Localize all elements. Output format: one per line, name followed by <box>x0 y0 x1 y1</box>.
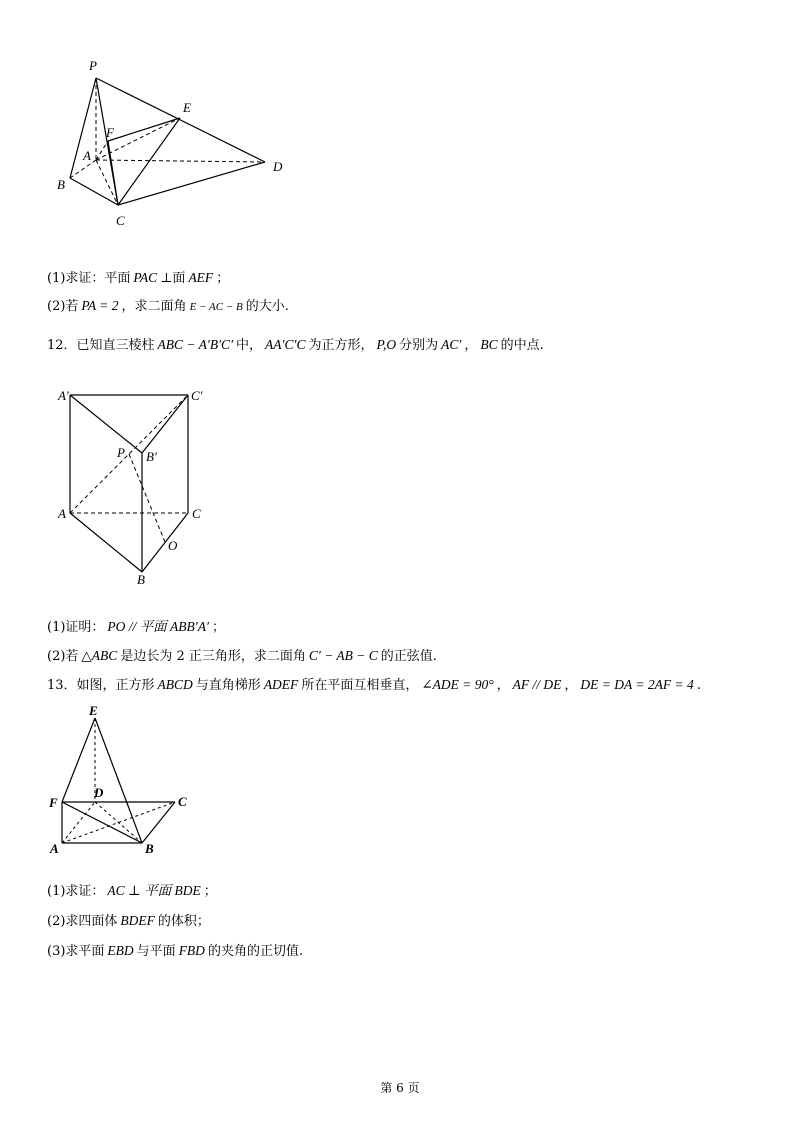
math: ∠ADE = 90° <box>421 677 494 692</box>
q12-part2 <box>47 647 437 666</box>
label-C: C <box>192 506 201 521</box>
text: ，求二面角 <box>121 299 187 314</box>
text: ， <box>564 678 578 693</box>
text: 分别为 <box>399 338 439 353</box>
text: (2)若 <box>47 649 79 664</box>
text: 的夹角的正切值. <box>207 944 304 959</box>
text: 13．如图，正方形 <box>47 678 155 693</box>
math: P,O <box>376 337 397 352</box>
label-A: A <box>83 148 91 163</box>
math: BDEF <box>120 913 155 928</box>
text: (1)求证： <box>47 884 105 899</box>
label-P: P <box>117 445 125 460</box>
text: . <box>696 678 701 693</box>
q11-part1 <box>47 269 229 288</box>
math: PO // 平面 ABB′A′ <box>107 619 209 634</box>
math: BC <box>480 337 498 352</box>
q11-part2 <box>47 297 289 316</box>
label-A-prime: A′ <box>58 388 69 403</box>
text: ， <box>464 338 478 353</box>
math: EBD <box>107 943 134 958</box>
label-A: A <box>50 841 59 856</box>
text: 与直角梯形 <box>195 678 261 693</box>
text: ； <box>216 271 230 286</box>
text: ； <box>211 620 225 635</box>
text: 中， <box>236 338 263 353</box>
text: (1)证明： <box>47 620 105 635</box>
q13-part2 <box>47 912 210 931</box>
text: 是边长为 2 正三角形，求二面角 <box>120 649 306 664</box>
label-C: C <box>116 213 125 228</box>
text: 与平面 <box>136 944 176 959</box>
label-A: A <box>58 506 66 521</box>
label-C-prime: C′ <box>191 388 203 403</box>
math: ADEF <box>263 677 299 692</box>
q13-stem <box>47 676 701 695</box>
text: 的正弦值. <box>380 649 437 664</box>
math: E − AC − B <box>189 301 243 313</box>
math: AC′ <box>441 337 462 352</box>
text: 的大小. <box>245 299 289 314</box>
page-number: 第 6 页 <box>380 1081 420 1095</box>
math: PAC <box>133 270 158 285</box>
math: AEF <box>188 270 214 285</box>
q12-part1 <box>47 618 225 637</box>
q12-stem <box>47 336 544 355</box>
math: DE = DA = 2AF = 4 <box>580 677 694 692</box>
math: AC ⊥ 平面 BDE <box>107 883 201 898</box>
q13-part3 <box>47 942 303 961</box>
math: AF // DE <box>512 677 562 692</box>
text: 所在平面互相垂直， <box>301 678 419 693</box>
label-E: E <box>183 100 191 115</box>
text: (2)求四面体 <box>47 914 118 929</box>
label-B: B <box>137 572 145 587</box>
text: ； <box>203 884 217 899</box>
label-B: B <box>57 177 65 192</box>
text: 面 <box>172 271 186 286</box>
label-F: F <box>106 125 114 140</box>
label-P: P <box>89 58 97 73</box>
text: ， <box>496 678 510 693</box>
text: 的体积； <box>157 914 210 929</box>
label-F: F <box>49 795 58 810</box>
math: ABCD <box>157 677 193 692</box>
math: △ABC <box>81 648 118 663</box>
math: ABC − A′B′C′ <box>157 337 234 352</box>
label-D: D <box>273 159 283 174</box>
q13-part1 <box>47 882 217 901</box>
label-C: C <box>178 794 187 809</box>
text: 的中点. <box>500 338 544 353</box>
label-O: O <box>168 538 178 553</box>
math: FBD <box>178 943 205 958</box>
figure-square-trapezoid <box>0 700 800 865</box>
text: 12．已知直三棱柱 <box>47 338 155 353</box>
math: C′ − AB − C <box>308 648 378 663</box>
text: (3)求平面 <box>47 944 105 959</box>
math: PA = 2 <box>81 298 119 313</box>
figure-triangular-prism <box>0 380 800 595</box>
text: (1)求证：平面 <box>47 271 131 286</box>
label-B-prime: B′ <box>146 449 157 464</box>
label-E: E <box>89 703 98 718</box>
text: (2)若 <box>47 299 79 314</box>
text: 为正方形， <box>308 338 374 353</box>
label-D: D <box>94 785 104 800</box>
math: AA′C′C <box>265 337 306 352</box>
perp-symbol: ⊥ <box>160 271 173 286</box>
label-B: B <box>145 841 154 856</box>
figure-pyramid-pabcd <box>0 0 800 240</box>
